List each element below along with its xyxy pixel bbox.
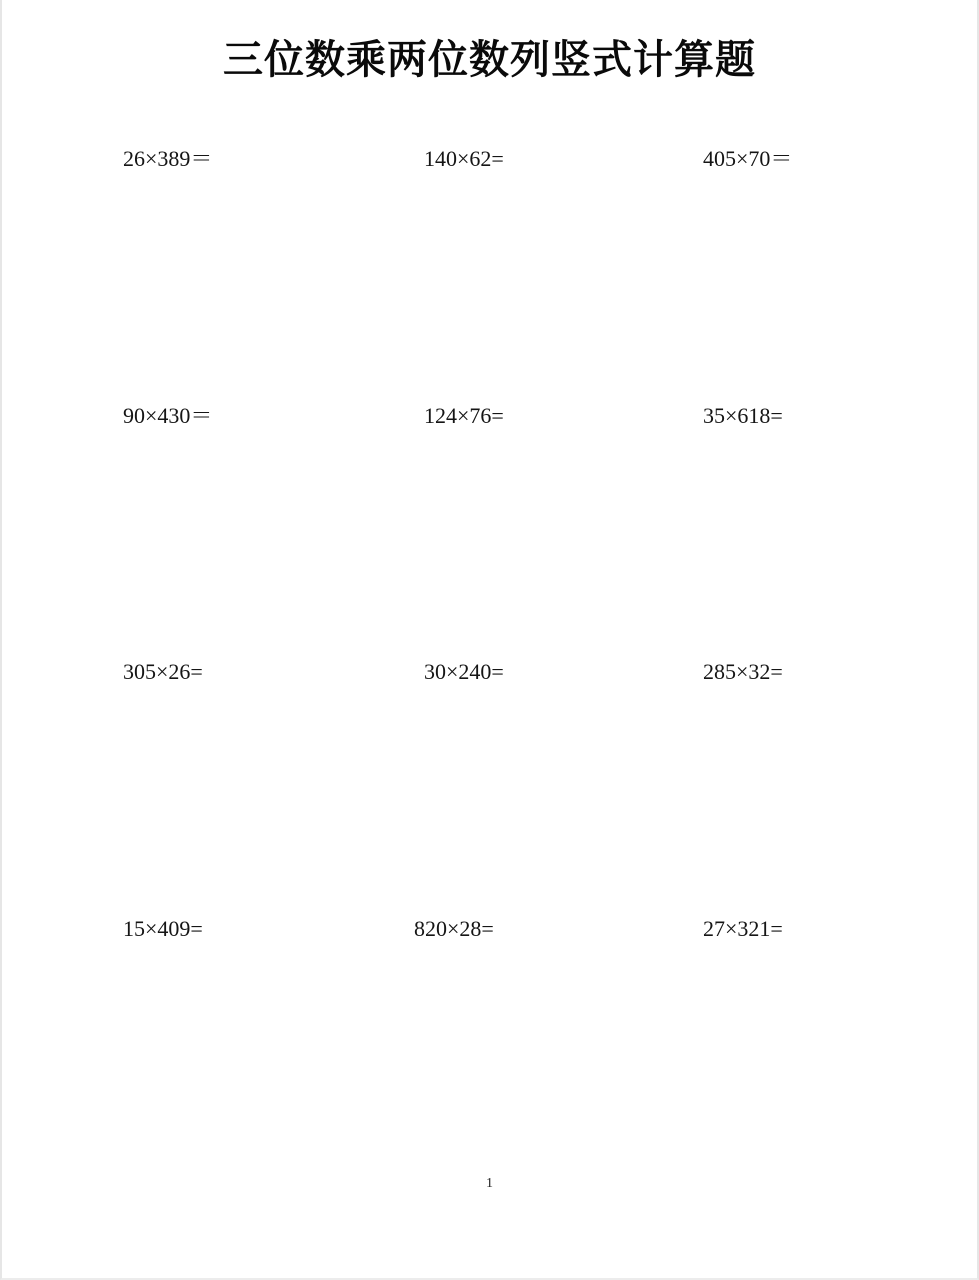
problem-11: 820×28= bbox=[414, 916, 494, 941]
problem-1: 26×389＝ bbox=[123, 146, 213, 171]
page-number: 1 bbox=[486, 1176, 493, 1191]
problem-10: 15×409= bbox=[123, 916, 203, 941]
problem-12: 27×321= bbox=[703, 916, 783, 941]
problem-8: 30×240= bbox=[424, 659, 504, 684]
problem-3: 405×70＝ bbox=[703, 146, 793, 171]
problem-6: 35×618= bbox=[703, 403, 783, 428]
problem-2: 140×62= bbox=[424, 146, 504, 171]
page-title: 三位数乘两位数列竖式计算题 bbox=[223, 37, 756, 83]
problem-5: 124×76= bbox=[424, 403, 504, 428]
problem-9: 285×32= bbox=[703, 659, 783, 684]
problem-7: 305×26= bbox=[123, 659, 203, 684]
problem-4: 90×430＝ bbox=[123, 403, 213, 428]
